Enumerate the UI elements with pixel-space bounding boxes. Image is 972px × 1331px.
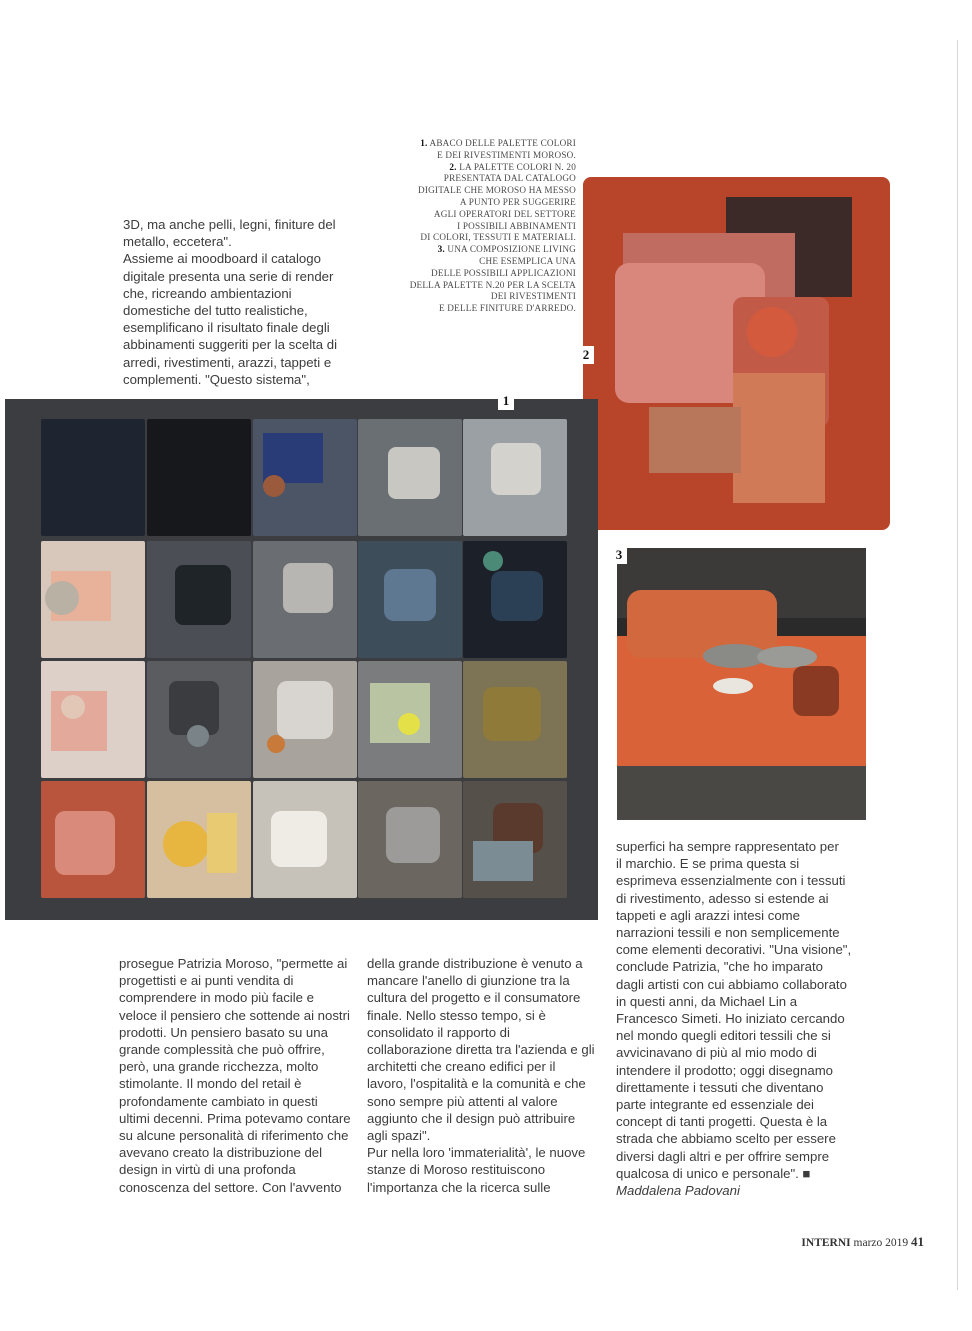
photo-1-label: 1 [498, 392, 514, 410]
column-3-text: superfici ha sempre rappresentato per il marchio. E se prima questa si esprimeva essenzialmente con i tessuti di rivestimento, adesso si estende ai tappeti e agli arazzi intesi come narrazioni tessili e non semplicemente come elementi decorativi. "Una visione", conclude Patrizia, "che ho imparato dagli artisti con cui abbiamo collaborato in questi anni, da Michael Lin a Francesco Simeti. Ho iniziato cercando nel mondo quegli editori tessili che si avvicinavano di più al mio modo di intendere il prodotto; oggi disegnamo direttamente i tessuti che diventano parte integrante ed essenziale dei concept di tanti progetti. Questa è la strada che abbiamo scelto per essere diversi dagli altri e per offrire sempre qualcosa di unico e personale". ■ Maddalena Padovani [616, 838, 856, 1199]
photo-2-label: 2 [578, 346, 594, 364]
column-2-text: della grande distribuzione è venuto a mancare l'anello di giunzione tra la cultura del progetto e il consumatore finale. Nello stesso tempo, si è consolidato il rapporto di collaborazione diretta tra l'azienda e gli architetti che creano edifici per il lavoro, l'ospitalità e la comunità e che sono sempre più attenti al valore aggiunto che il design può attribuire agli spazi". Pur nella loro 'immaterialità', le nuove stanze di Moroso restituiscono l'importanza che la ricerca sulle [367, 956, 595, 1195]
photo-caption: 1. ABACO DELLE PALETTE COLORI E DEI RIVESTIMENTI MOROSO. 2. LA PALETTE COLORI N. 20 PRESENTATA DAL CATALOGO DIGITALE CHE MOROSO HA MESSO A PUNTO PER SUGGERIRE AGLI OPERATORI DEL SETTORE I POSSIBILI ABBINAMENTI DI COLORI, TESSUTI E MATERIALI. 3. UNA COMPOSIZIONE LIVING CHE ESEMPLICA UNA DELLE POSSIBILI APPLICAZIONI DELLA PALETTE N.20 PER LA SCELTA DEI RIVESTIMENTI E DELLE FINITURE D'ARREDO. [409, 138, 576, 314]
column-1-text: prosegue Patrizia Moroso, "permette ai progettisti e ai punti vendita di comprendere in modo più facile e veloce il pensiero che sottende ai nostri prodotti. Un pensiero basato su una grande complessità che può offrire, però, una grande ricchezza, molto stimolante. Il mondo del retail è profondamente cambiato in questi ultimi decenni. Prima potevamo contare su alcune personalità di riferimento che avevano creato la distribuzione del design in virtù di una profonda conoscenza del settore. Con l'avvento [119, 956, 351, 1195]
photo-living-composition [617, 548, 866, 820]
author: Maddalena Padovani [616, 1183, 740, 1199]
page-number: 41 [911, 1234, 924, 1249]
page-edge-rule [957, 40, 958, 1290]
photo-3-label: 3 [611, 546, 627, 564]
photo-palette-20 [583, 177, 890, 530]
page-footer [801, 1234, 924, 1250]
footer-issue: marzo 2019 [853, 1237, 909, 1249]
photo-color-palette-grid [5, 399, 598, 920]
intro-text: 3D, ma anche pelli, legni, finiture del metallo, eccetera". Assieme ai moodboard il catalogo digitale presenta una serie di render che, ricreando ambientazioni domestiche del tutto realistiche, esemplificano il risultato finale degli abbinamenti suggeriti per la scelta di arredi, rivestimenti, arazzi, tappeti e complementi. "Questo sistema", [123, 217, 338, 387]
footer-brand: INTERNI [801, 1237, 851, 1249]
